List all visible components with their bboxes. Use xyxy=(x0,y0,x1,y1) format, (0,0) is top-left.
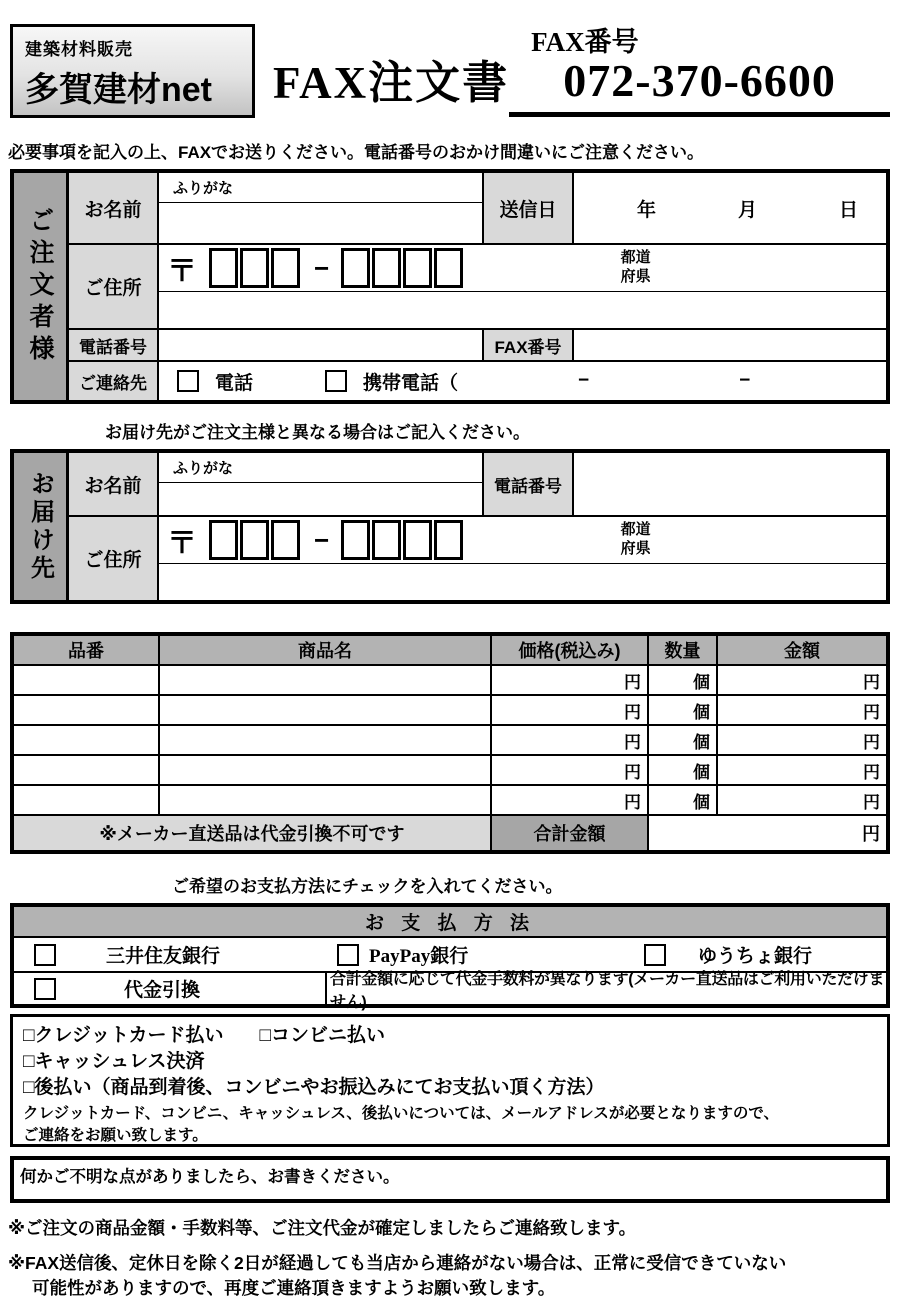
orderer-address-input[interactable] xyxy=(159,292,886,328)
product-code-input[interactable] xyxy=(14,666,160,694)
bank-paypay-checkbox[interactable] xyxy=(337,944,359,966)
product-row xyxy=(14,666,886,696)
page-title: FAX注文書 xyxy=(273,58,510,108)
product-qty-input[interactable] xyxy=(649,786,718,814)
orderer-furigana-label: ふりがな xyxy=(159,173,482,203)
other-payment-line1 xyxy=(23,1023,877,1049)
product-row xyxy=(14,696,886,726)
product-qty-input[interactable] xyxy=(649,666,718,694)
other-payment-line2 xyxy=(23,1049,877,1075)
orderer-address-label: ご住所 xyxy=(69,245,159,328)
bank-option-paypay xyxy=(327,941,634,968)
prefecture-line2: 府県 xyxy=(620,540,651,557)
fax-number-value: 072-370-6600 xyxy=(563,54,836,106)
prefecture-line2: 府県 xyxy=(620,268,651,285)
footer-notes xyxy=(8,1215,892,1300)
recipient-phone-label: 電話番号 xyxy=(484,453,574,515)
postal-digit-box[interactable] xyxy=(341,248,370,288)
postal-dash: − xyxy=(314,524,330,555)
recipient-address-cell xyxy=(159,517,886,600)
other-payment-note-line1: クレジットカード、コンビニ、キャッシュレス、後払いについては、メールアドレスが必要となりますので、 xyxy=(23,1104,780,1122)
orderer-contact-label: ご連絡先 xyxy=(69,362,159,400)
product-price-input[interactable] xyxy=(492,696,649,724)
orderer-table-main xyxy=(69,173,886,400)
recipient-furigana-label: ふりがな xyxy=(159,453,482,483)
bank-smbc-checkbox[interactable] xyxy=(34,944,56,966)
product-table-footer xyxy=(14,816,886,850)
unit-pcs: 個 xyxy=(693,762,710,782)
product-code-input[interactable] xyxy=(14,726,160,754)
cod-label: 代金引換 xyxy=(124,980,201,1001)
product-amount-input[interactable] xyxy=(718,696,886,724)
product-qty-input[interactable] xyxy=(649,696,718,724)
postal-digit-box[interactable] xyxy=(271,248,300,288)
orderer-contact-row xyxy=(69,362,886,400)
recipient-side-label: お届け先 xyxy=(14,453,69,600)
conbini-checkbox[interactable]: □ xyxy=(259,1025,271,1046)
cashless-label: キャッシュレス決済 xyxy=(34,1051,205,1073)
product-qty-input[interactable] xyxy=(649,756,718,784)
atobarai-label: 後払い（商品到着後、コンビニやお振込みにてお支払い頂く方法） xyxy=(34,1077,605,1099)
prefecture-label xyxy=(621,521,651,559)
payment-instruction: ご希望のお支払方法にチェックを入れてください。 xyxy=(172,877,563,896)
product-name-input[interactable] xyxy=(160,666,492,694)
orderer-name-cell xyxy=(159,173,484,243)
payment-method-header: お 支 払 方 法 xyxy=(14,907,886,938)
postal-digit-box[interactable] xyxy=(372,248,401,288)
orderer-address-cell xyxy=(159,245,886,328)
unit-yen: 円 xyxy=(624,762,641,782)
unit-yen: 円 xyxy=(863,732,880,752)
cod-option xyxy=(14,973,327,1004)
product-amount-input[interactable] xyxy=(718,756,886,784)
postal-digit-box[interactable] xyxy=(209,248,238,288)
page-header xyxy=(0,0,900,122)
recipient-address-row xyxy=(69,517,886,600)
postal-digit-box[interactable] xyxy=(434,520,463,560)
orderer-phone-input[interactable] xyxy=(159,330,484,360)
product-amount-input[interactable] xyxy=(718,726,886,754)
credit-checkbox[interactable]: □ xyxy=(23,1025,35,1046)
other-payment-line3 xyxy=(23,1075,877,1101)
col-header-code: 品番 xyxy=(14,636,160,664)
unit-pcs: 個 xyxy=(693,702,710,722)
postal-digit-box[interactable] xyxy=(372,520,401,560)
product-amount-input[interactable] xyxy=(718,786,886,814)
unit-yen: 円 xyxy=(624,672,641,692)
product-price-input[interactable] xyxy=(492,726,649,754)
recipient-name-cell xyxy=(159,453,484,515)
product-price-input[interactable] xyxy=(492,786,649,814)
prefecture-line1: 都道 xyxy=(620,521,651,539)
prefecture-line1: 都道 xyxy=(620,249,651,267)
product-row xyxy=(14,726,886,756)
payment-method-table xyxy=(10,903,890,1011)
orderer-phone-label: 電話番号 xyxy=(69,330,159,360)
bank-yucho-label: ゆうちょ銀行 xyxy=(698,946,813,967)
inquiry-input[interactable] xyxy=(10,1156,890,1203)
product-price-input[interactable] xyxy=(492,666,649,694)
footer-note-fax-line1: ※FAX送信後、定休日を除く2日が経過しても当店から連絡がない場合は、正常に受信できていない xyxy=(8,1253,787,1273)
orderer-name-row xyxy=(69,173,886,245)
recipient-phone-input[interactable] xyxy=(574,453,886,515)
date-day-label: 日 xyxy=(838,199,858,221)
contact-mobile-checkbox[interactable] xyxy=(325,370,347,392)
unit-pcs: 個 xyxy=(693,792,710,812)
recipient-address-label: ご住所 xyxy=(69,517,159,600)
orderer-name-input[interactable] xyxy=(159,203,482,243)
footer-note-price: ※ご注文の商品金額・手数料等、ご注文代金が確定しましたらご連絡致します。 xyxy=(8,1218,637,1238)
col-header-name: 商品名 xyxy=(160,636,492,664)
product-name-input[interactable] xyxy=(160,786,492,814)
logo-name: 多賀建材net xyxy=(25,71,212,109)
send-date-input[interactable] xyxy=(574,173,886,243)
col-header-amount: 金額 xyxy=(784,641,820,661)
recipient-name-label: お名前 xyxy=(69,453,159,515)
orderer-contact-cell xyxy=(159,362,886,400)
contact-phone-label: 電話 xyxy=(215,372,254,394)
total-amount-label: 合計金額 xyxy=(492,816,649,850)
postal-mark: 〒 xyxy=(167,255,197,288)
footer-note-fax-line2: 可能性がありますので、再度ご連絡頂きますようお願い致します。 xyxy=(32,1278,556,1298)
col-header-price: 価格(税込み) xyxy=(492,636,649,664)
contact-paren: （ xyxy=(439,372,459,394)
product-amount-input[interactable] xyxy=(718,666,886,694)
direct-shipping-note: ※メーカー直送品は代金引換不可です xyxy=(14,816,492,850)
cod-row xyxy=(14,970,886,1011)
atobarai-checkbox[interactable]: □ xyxy=(23,1077,35,1099)
fill-instruction: 必要事項を記入の上、FAXでお送りください。電話番号のおかけ間違いにご注意ください。 xyxy=(8,143,705,162)
postal-digit-box[interactable] xyxy=(434,248,463,288)
prefecture-label xyxy=(621,249,651,287)
bank-paypay-label: PayPay銀行 xyxy=(369,946,469,967)
date-year-label: 年 xyxy=(636,199,656,221)
product-order-table xyxy=(10,632,890,854)
product-name-input[interactable] xyxy=(160,696,492,724)
orderer-fax-input[interactable] xyxy=(574,330,886,360)
credit-label: クレジットカード払い xyxy=(34,1025,224,1046)
postal-digit-box[interactable] xyxy=(341,520,370,560)
product-code-input[interactable] xyxy=(14,756,160,784)
date-month-label: 月 xyxy=(737,199,757,221)
bank-smbc-label: 三井住友銀行 xyxy=(106,946,221,967)
product-row xyxy=(14,756,886,786)
total-amount-input[interactable] xyxy=(649,816,886,850)
logo-tagline: 建築材料販売 xyxy=(25,40,133,59)
recipient-postal-row xyxy=(159,517,886,564)
recipient-table xyxy=(10,449,890,604)
recipient-name-input[interactable] xyxy=(159,483,482,515)
contact-phone-checkbox[interactable] xyxy=(177,370,199,392)
recipient-name-row xyxy=(69,453,886,517)
send-date-label: 送信日 xyxy=(484,173,574,243)
product-row xyxy=(14,786,886,816)
fax-number-block xyxy=(509,24,890,117)
unit-yen: 円 xyxy=(863,762,880,782)
unit-pcs: 個 xyxy=(693,672,710,692)
postal-digit-box[interactable] xyxy=(403,520,432,560)
cod-fee-note: 合計金額に応じて代金手数料が異なります(メーカー直送品はご利用いただけません) xyxy=(330,970,885,1011)
product-code-input[interactable] xyxy=(14,786,160,814)
postal-dash: − xyxy=(314,252,330,283)
orderer-table xyxy=(10,169,890,404)
product-qty-input[interactable] xyxy=(649,726,718,754)
orderer-postal-row xyxy=(159,245,886,292)
unit-yen: 円 xyxy=(624,702,641,722)
product-price-input[interactable] xyxy=(492,756,649,784)
unit-yen: 円 xyxy=(862,824,880,844)
fax-number-label: FAX番号 xyxy=(531,27,639,57)
orderer-address-row xyxy=(69,245,886,330)
other-payment-box xyxy=(10,1014,890,1147)
product-code-input[interactable] xyxy=(14,696,160,724)
company-logo xyxy=(10,24,255,118)
postal-digit-box[interactable] xyxy=(403,248,432,288)
bank-yucho-checkbox[interactable] xyxy=(644,944,666,966)
cod-checkbox[interactable] xyxy=(34,978,56,1000)
contact-number-dash1: − xyxy=(578,370,590,391)
inquiry-label: 何かご不明な点がありましたら、お書きください。 xyxy=(20,1167,400,1186)
orderer-side-label: ご注文者様 xyxy=(14,173,69,400)
conbini-label: コンビニ払い xyxy=(270,1025,385,1046)
contact-mobile-label: 携帯電話 xyxy=(363,372,440,394)
unit-yen: 円 xyxy=(624,732,641,752)
product-name-input[interactable] xyxy=(160,756,492,784)
product-table-header xyxy=(14,636,886,666)
unit-yen: 円 xyxy=(863,702,880,722)
postal-mark: 〒 xyxy=(167,527,197,560)
unit-yen: 円 xyxy=(624,792,641,812)
postal-digit-box[interactable] xyxy=(240,248,269,288)
orderer-fax-label: FAX番号 xyxy=(484,330,574,360)
contact-number-dash2: − xyxy=(739,370,751,391)
cashless-checkbox[interactable]: □ xyxy=(23,1051,35,1073)
postal-digit-box[interactable] xyxy=(209,520,238,560)
orderer-phone-row xyxy=(69,330,886,362)
bank-option-yucho xyxy=(634,941,886,968)
bank-option-smbc xyxy=(14,941,327,968)
recipient-note: お届け先がご注文主様と異なる場合はご記入ください。 xyxy=(105,423,530,442)
unit-yen: 円 xyxy=(863,792,880,812)
postal-digit-box[interactable] xyxy=(271,520,300,560)
product-name-input[interactable] xyxy=(160,726,492,754)
recipient-address-input[interactable] xyxy=(159,564,886,600)
unit-yen: 円 xyxy=(863,672,880,692)
other-payment-note-line2: ご連絡をお願い致します。 xyxy=(23,1127,208,1145)
postal-digit-box[interactable] xyxy=(240,520,269,560)
recipient-table-main xyxy=(69,453,886,600)
unit-pcs: 個 xyxy=(693,732,710,752)
orderer-name-label: お名前 xyxy=(69,173,159,243)
col-header-qty: 数量 xyxy=(649,636,718,664)
